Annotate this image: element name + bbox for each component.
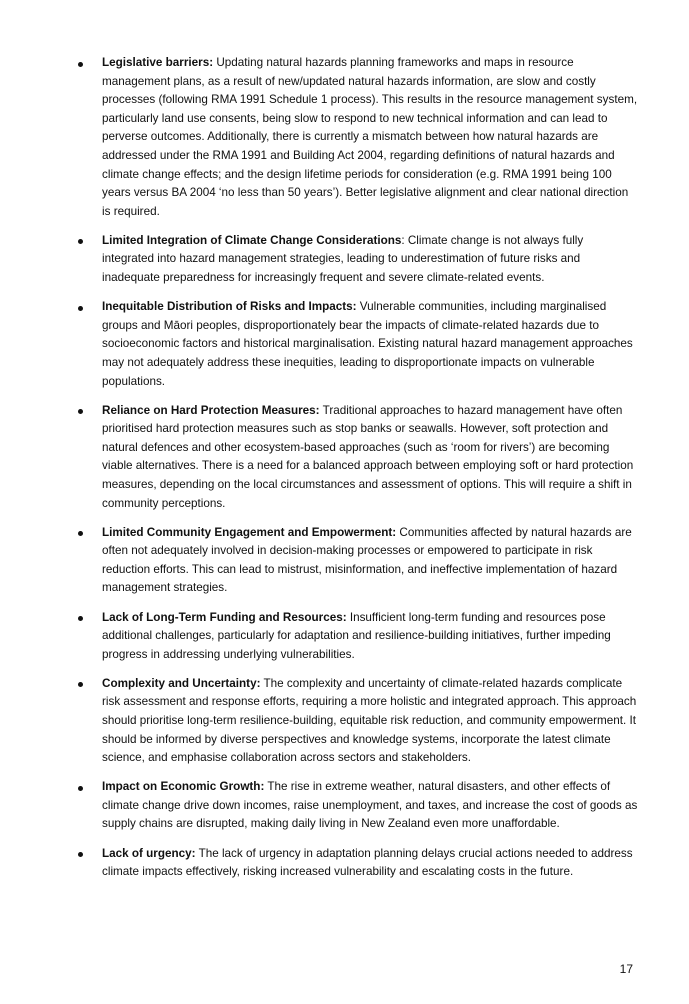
bullet-icon xyxy=(78,786,83,791)
bullet-text: Traditional approaches to hazard management have often prioritised hard protection measures such as stop banks or seawalls. However, soft protection and natural defences and other ecosystem-based approaches (such as ‘room for rivers’) are becoming viable alternatives. There is a need for a balanced approach between employing soft or hard protection measures, depending on the local circumstances and assessment of options. This will require a shift in community perceptions. xyxy=(102,403,634,510)
bullet-term: Reliance on Hard Protection Measures: xyxy=(102,403,320,417)
bullet-text: The complexity and uncertainty of climate-related hazards complicate risk assessment and response efforts, requiring a more holistic and integrated approach. This approach should prioritise long-term resilience-building, equitable risk reduction, and community empowerment. It should be informed by diverse perspectives and knowledge systems, incorporate the latest climate science, and emphasise collaboration across sectors and stakeholders. xyxy=(102,676,637,765)
bullet-icon xyxy=(78,306,83,311)
bullet-text: Insufficient long-term funding and resources pose additional challenges, particularly for adaptation and resilience-building initiatives, further impeding progress in addressing underlying vulnerabilities. xyxy=(102,610,611,661)
bullet-icon xyxy=(78,852,83,857)
bullet-text: : Climate change is not always fully integrated into hazard management strategies, leading to underestimation of future risks and inadequate preparedness for increasingly frequent and severe climate-related events. xyxy=(102,233,584,285)
bullet-icon xyxy=(78,531,83,536)
bullet-term: Lack of Long-Term Funding and Resources: xyxy=(102,610,347,624)
bullet-term: Legislative barriers: xyxy=(102,56,214,69)
bullet-term: Impact on Economic Growth: xyxy=(102,780,265,794)
bullet-text: Vulnerable communities, including marginalised groups and Māori peoples, disproportionately bear the impacts of climate-related hazards due to socioeconomic factors and historical marginalisation. Existing natural hazard management approaches may not adequately address these inequities, leading to disproportionate impacts on vulnerable populations. xyxy=(102,300,633,388)
list-item xyxy=(78,54,638,221)
bullet-icon xyxy=(78,62,83,67)
list-item xyxy=(78,609,638,665)
bullet-text: Communities affected by natural hazards are often not adequately involved in decision-making processes or empowered to participate in risk reduction efforts. This can lead to mistrust, misinformation, and ineffective implementation of hazard management strategies. xyxy=(102,525,632,595)
bullet-term: Limited Integration of Climate Change Considerations xyxy=(102,233,402,247)
page-number: 17 xyxy=(619,962,633,976)
bullet-text: Updating natural hazards planning frameworks and maps in resource management plans, as a result of new/updated natural hazards information, are slow and costly processes (following RMA 1991 Schedule 1 process). This results in the resource management system, particularly land use consents, being slow to respond to new technical information and can lead to perverse outcomes. Additionally, there is currently a mismatch between how natural hazards are addressed under the RMA 1991 and Building Act 2004, regarding definitions of natural hazards and climate change effects; and the design lifetime periods for consideration (e.g. RMA 1991 being 100 years versus BA 2004 ‘no less than 50 years’). Better legislative alignment and clear national direction is required. xyxy=(102,56,638,218)
bullet-text: The rise in extreme weather, natural disasters, and other effects of climate change drive down incomes, raise unemployment, and taxes, and increase the cost of goods as supply chains are disrupted, making daily living in New Zealand even more unaffordable. xyxy=(102,780,638,831)
list-item xyxy=(78,402,638,514)
list-item xyxy=(78,778,638,834)
list-item xyxy=(78,232,638,288)
bullet-text: The lack of urgency in adaptation planning delays crucial actions needed to address climate impacts effectively, risking increased vulnerability and escalating costs in the future. xyxy=(102,846,633,879)
list-item xyxy=(78,524,638,598)
bullet-list xyxy=(78,54,638,892)
bullet-icon xyxy=(78,682,83,687)
bullet-term: Inequitable Distribution of Risks and Impacts: xyxy=(102,300,357,314)
bullet-term: Limited Community Engagement and Empowerment: xyxy=(102,525,397,539)
bullet-icon xyxy=(78,616,83,621)
list-item xyxy=(78,845,638,882)
bullet-icon xyxy=(78,409,83,414)
bullet-term: Complexity and Uncertainty: xyxy=(102,676,261,690)
list-item xyxy=(78,675,638,768)
bullet-term: Lack of urgency: xyxy=(102,846,196,860)
list-item xyxy=(78,298,638,391)
bullet-icon xyxy=(78,239,83,244)
